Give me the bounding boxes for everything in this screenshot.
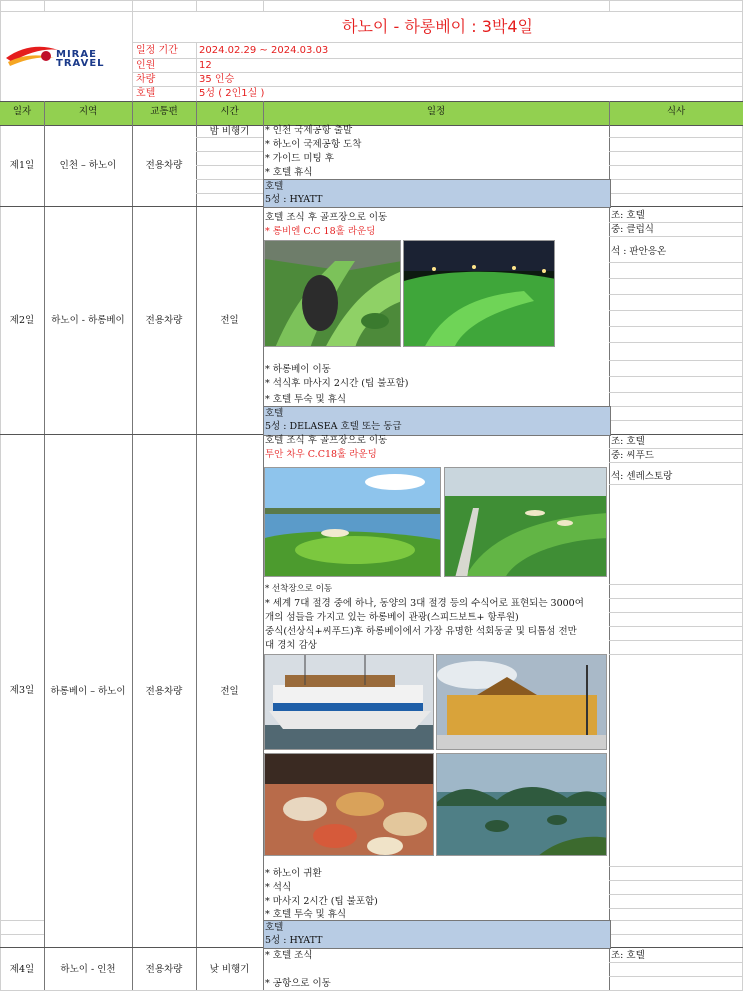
photo-yellow-building [436,654,607,750]
info-value-period: 2024.02.29 ~ 2024.03.03 [199,45,329,56]
day3-hotel-label: 호텔 [265,922,284,933]
day2-transport: 전용차량 [145,315,183,326]
day2-time: 전일 [220,315,239,326]
day2-item: * 하롱베이 이동 [265,364,331,375]
day3-item: 대 경치 감상 [265,640,317,651]
day2-label: 제2일 [9,315,35,326]
photo-golf-fairway [444,467,607,577]
info-value-hotel: 5성 ( 2인1실 ) [199,88,265,99]
day2-item: * 호텔 투숙 및 휴식 [265,394,347,405]
col-header-transport: 교통편 [150,106,178,117]
info-label-vehicle: 차량 [136,74,156,85]
day1-item: * 인천 국제공항 출발 [265,125,353,136]
day3-item: * 호텔 투숙 및 휴식 [265,909,347,920]
day3-item: 중식(선상식+씨푸드)후 하롱베이에서 가장 유명한 석회동굴 및 티톱섬 전만 [265,626,577,637]
day2-meal: 중: 클럽식 [611,224,654,235]
day1-transport: 전용차량 [145,160,183,171]
col-header-day: 일자 [12,106,32,117]
day2-item: * 석식후 마사지 2시간 (팁 불포함) [265,378,409,389]
day1-time: 밤 비행기 [209,126,250,137]
day4-time: 낮 비행기 [209,964,250,975]
photo-cruise-boat [264,654,434,750]
col-header-time: 시간 [220,106,239,117]
day4-meal: 조: 호텔 [611,950,645,961]
day3-label: 제3일 [9,685,35,696]
day2-hotel-label: 호텔 [265,408,284,419]
day3-item: * 마사지 2시간 (팁 불포함) [265,896,378,907]
day1-label: 제1일 [9,160,35,171]
day3-item: * 하노이 귀환 [265,868,322,879]
day3-meal: 중: 씨푸드 [611,450,654,461]
page-title: 하노이 - 하롱베이 : 3박4일 [342,17,533,36]
day3-line1: 호텔 조식 후 골프장으로 이동 [265,435,388,446]
col-header-meals: 식사 [666,106,686,117]
info-label-hotel: 호텔 [136,88,156,99]
photo-golf-course-aerial [264,240,401,347]
day4-transport: 전용차량 [145,964,183,975]
day4-item: * 호텔 조식 [265,950,313,961]
day3-item: * 석식 [265,882,292,893]
day4-region: 하노이 - 인천 [60,964,116,975]
day1-item: * 하노이 국제공항 도착 [265,139,362,150]
day3-region: 하롱베이 – 하노이 [50,686,126,697]
day3-item: * 선착장으로 이동 [265,584,333,594]
day1-hotel-name: 5성 : HYATT [265,194,323,205]
day2-region: 하노이 - 하롱베이 [51,315,125,326]
day4-label: 제4일 [9,964,35,975]
day3-meal: 조: 호텔 [611,436,645,447]
day3-time: 전일 [220,686,239,697]
day2-golf: * 롱비엔 C.C 18홀 라운딩 [265,226,376,237]
day2-line1: 호텔 조식 후 골프장으로 이동 [265,212,388,223]
day3-transport: 전용차량 [145,686,183,697]
logo-brand-text: MIRAE [56,49,97,60]
day3-golf: 투안 차우 C.C18홀 라운딩 [265,449,377,460]
day2-hotel-name: 5성 : DELASEA 호텔 또는 동급 [265,421,402,432]
day2-meal: 석 : 판안응온 [611,246,667,257]
info-label-people: 인원 [136,60,156,71]
photo-halong-bay [436,753,607,856]
day1-item: * 가이드 미팅 후 [265,153,334,164]
day3-meal: 석: 센레스토랑 [611,471,673,482]
day3-item: 개의 섬들을 가지고 있는 하롱베이 관광(스피드보트+ 항루원) [265,612,519,623]
info-value-vehicle: 35 인승 [199,74,235,85]
day1-region: 인천 – 하노이 [59,160,117,171]
day1-hotel-label: 호텔 [265,181,284,192]
day2-meal: 조: 호텔 [611,210,645,221]
photo-seafood-meal [264,753,434,856]
day3-hotel-name: 5성 : HYATT [265,935,323,946]
col-header-schedule: 일정 [426,106,446,117]
logo-sub-text: TRAVEL [56,58,105,69]
day4-item: * 공항으로 이동 [265,978,331,989]
photo-golf-green-lake [264,467,441,577]
photo-golf-course-night [403,240,555,347]
info-label-period: 일정 기간 [136,45,178,56]
info-value-people: 12 [199,60,212,71]
day3-item: * 세계 7대 절경 중에 하나, 동양의 3대 절경 등의 수식어로 표현되는 3000여 [265,598,584,609]
col-header-region: 지역 [78,106,98,117]
day1-item: * 호텔 휴식 [265,167,313,178]
